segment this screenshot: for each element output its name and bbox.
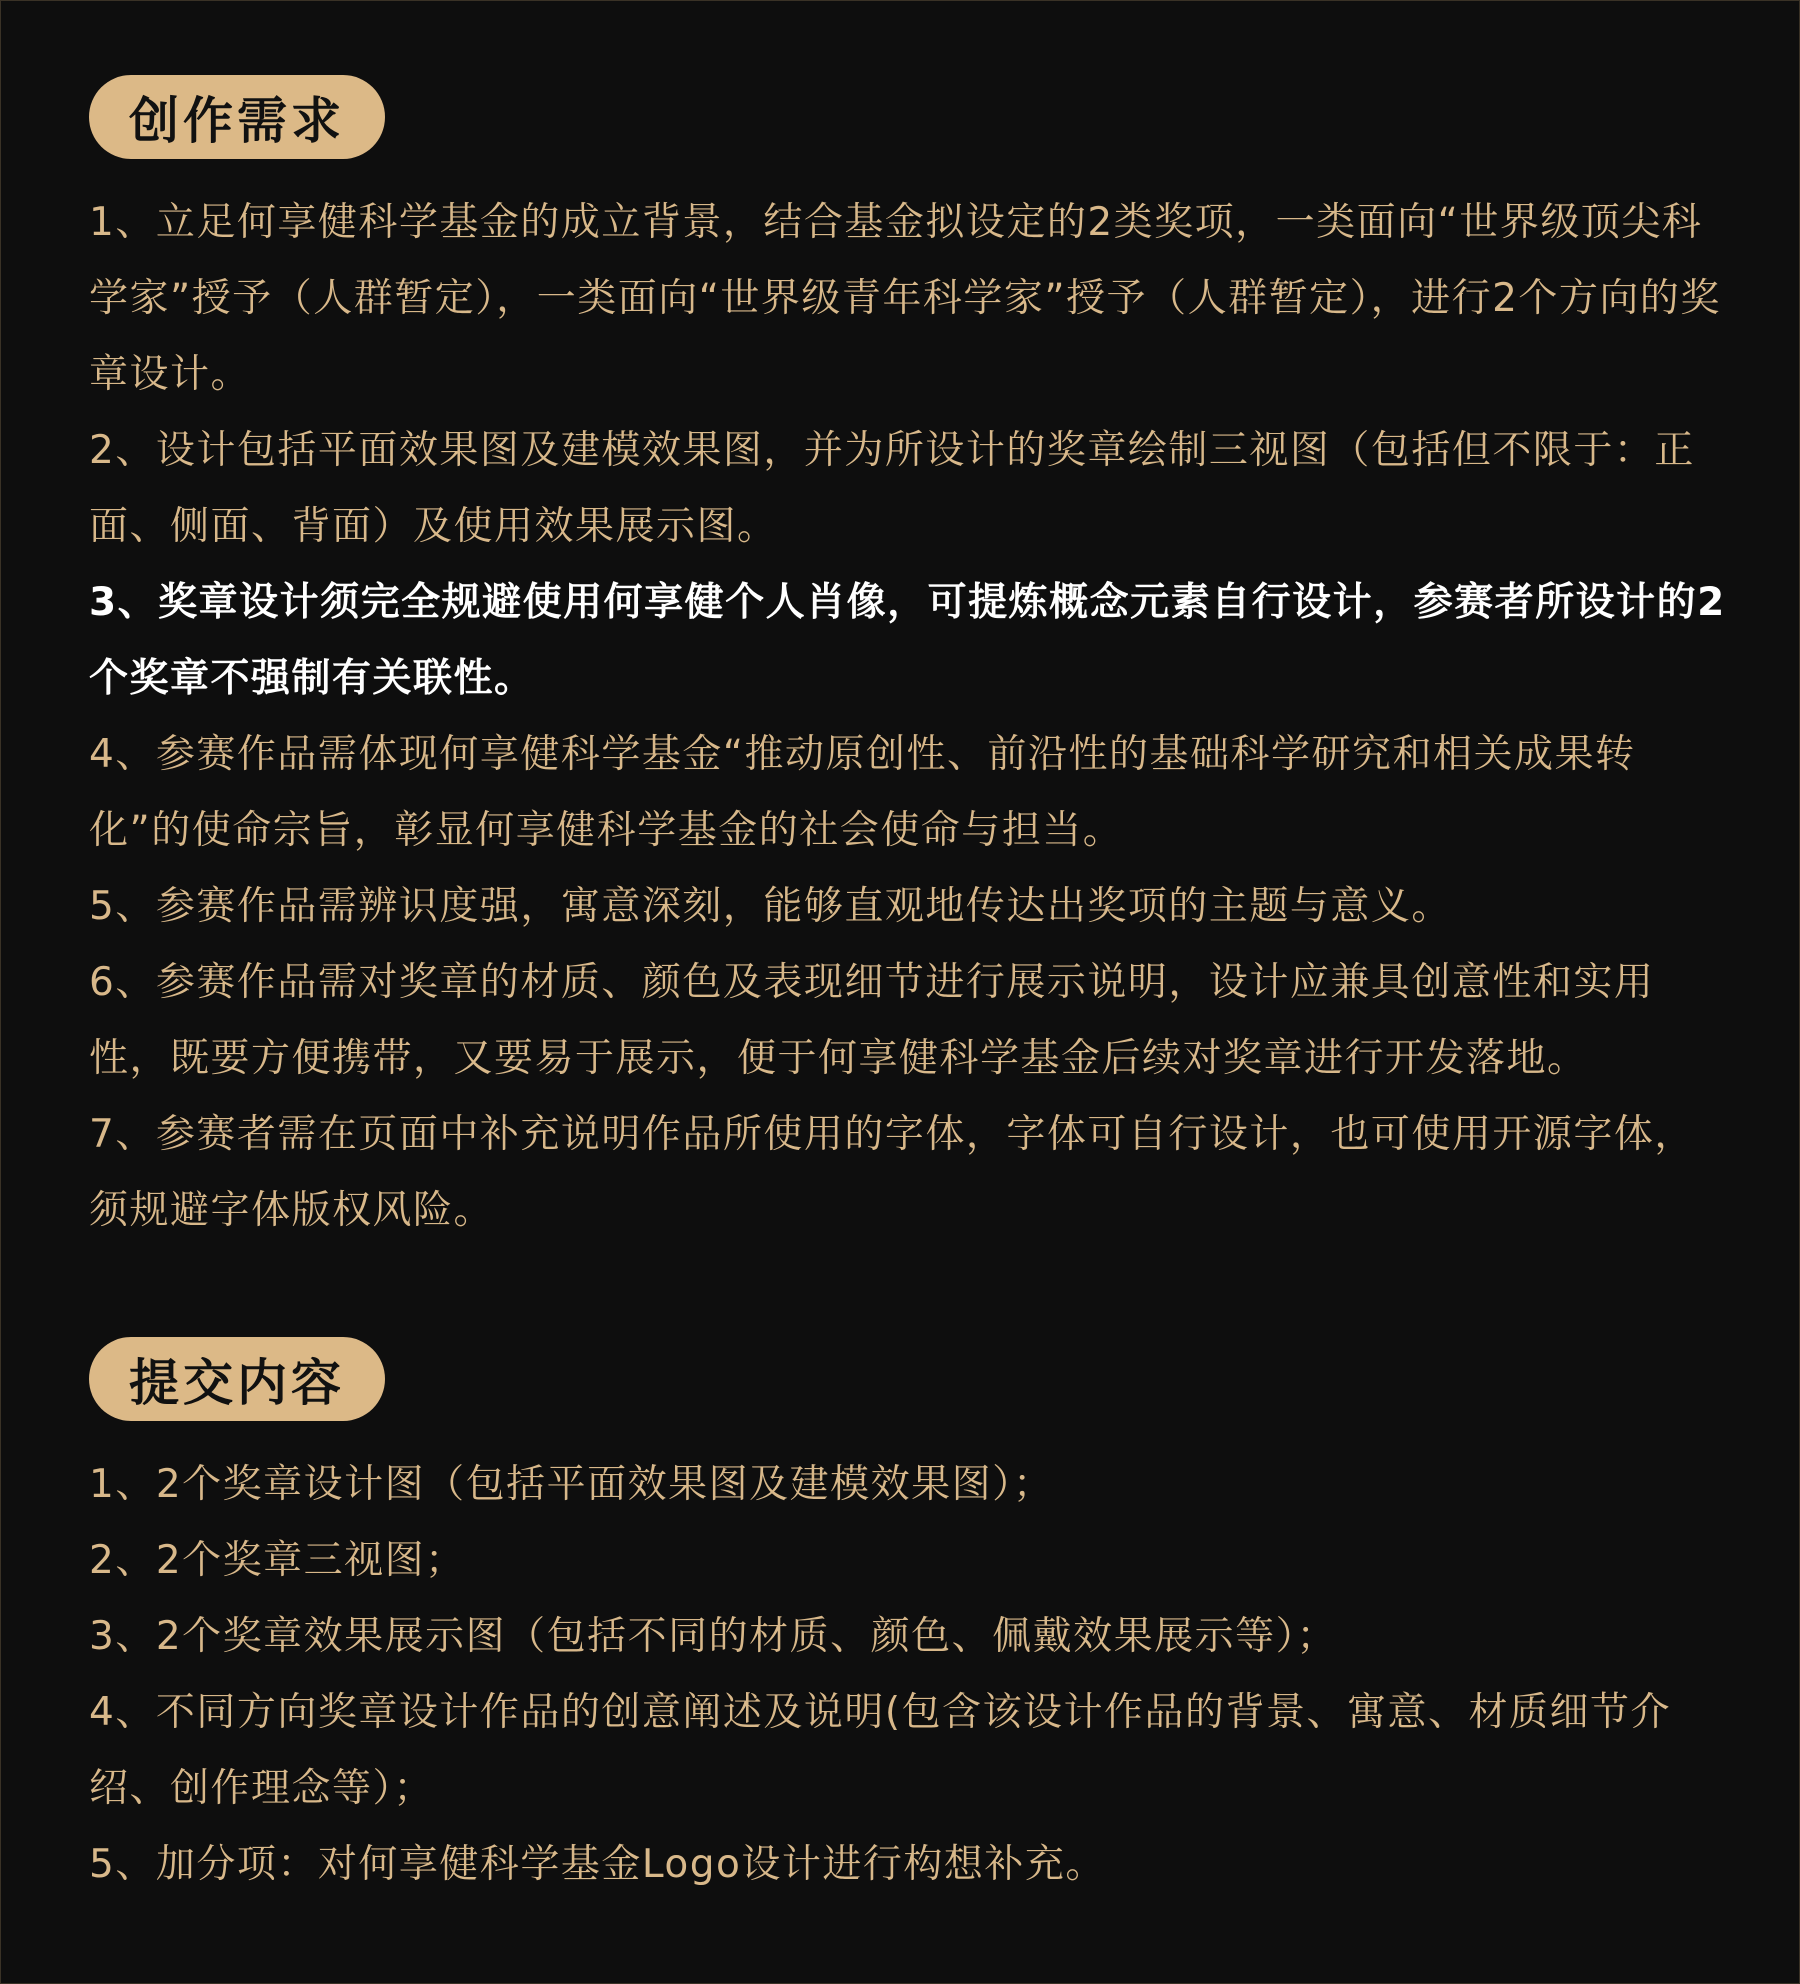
requirement-item-2: 2、设计包括平面效果图及建模效果图，并为所设计的奖章绘制三视图（包括但不限于：正面、侧面、背面）及使用效果展示图。	[89, 428, 1695, 549]
section-requirements	[89, 75, 1729, 1249]
requirements-list	[89, 185, 1729, 1249]
requirement-item-3: 3、奖章设计须完全规避使用何享健个人肖像，可提炼概念元素自行设计，参赛者所设计的2个奖章不强制有关联性。	[89, 580, 1726, 701]
submission-item-2: 2、2个奖章三视图；	[89, 1538, 466, 1583]
submission-item-1: 1、2个奖章设计图（包括平面效果图及建模效果图）；	[89, 1462, 1054, 1507]
submission-item-5: 5、加分项：对何享健科学基金Logo设计进行构想补充。	[89, 1842, 1106, 1887]
requirement-item-4: 4、参赛作品需体现何享健科学基金“推动原创性、前沿性的基础科学研究和相关成果转化”的使命宗旨，彰显何享健科学基金的社会使命与担当。	[89, 732, 1636, 853]
submission-item-3: 3、2个奖章效果展示图（包括不同的材质、颜色、佩戴效果展示等）；	[89, 1614, 1338, 1659]
section-title-submission: 提交内容	[89, 1337, 385, 1421]
section-submission	[89, 1337, 1729, 1903]
submission-list	[89, 1447, 1729, 1903]
section-title-requirements: 创作需求	[89, 75, 385, 159]
requirement-item-5: 5、参赛作品需辨识度强，寓意深刻，能够直观地传达出奖项的主题与意义。	[89, 884, 1452, 929]
requirement-item-6: 6、参赛作品需对奖章的材质、颜色及表现细节进行展示说明，设计应兼具创意性和实用性，既要方便携带，又要易于展示，便于何享健科学基金后续对奖章进行开发落地。	[89, 960, 1655, 1081]
submission-item-4: 4、不同方向奖章设计作品的创意阐述及说明(包含该设计作品的背景、寓意、材质细节介绍、创作理念等）；	[89, 1690, 1672, 1811]
requirement-item-7: 7、参赛者需在页面中补充说明作品所使用的字体，字体可自行设计，也可使用开源字体，须规避字体版权风险。	[89, 1112, 1695, 1233]
requirement-item-1: 1、立足何享健科学基金的成立背景，结合基金拟设定的2类奖项，一类面向“世界级顶尖科学家”授予（人群暂定），一类面向“世界级青年科学家”授予（人群暂定），进行2个方向的奖章设计。	[89, 200, 1721, 397]
